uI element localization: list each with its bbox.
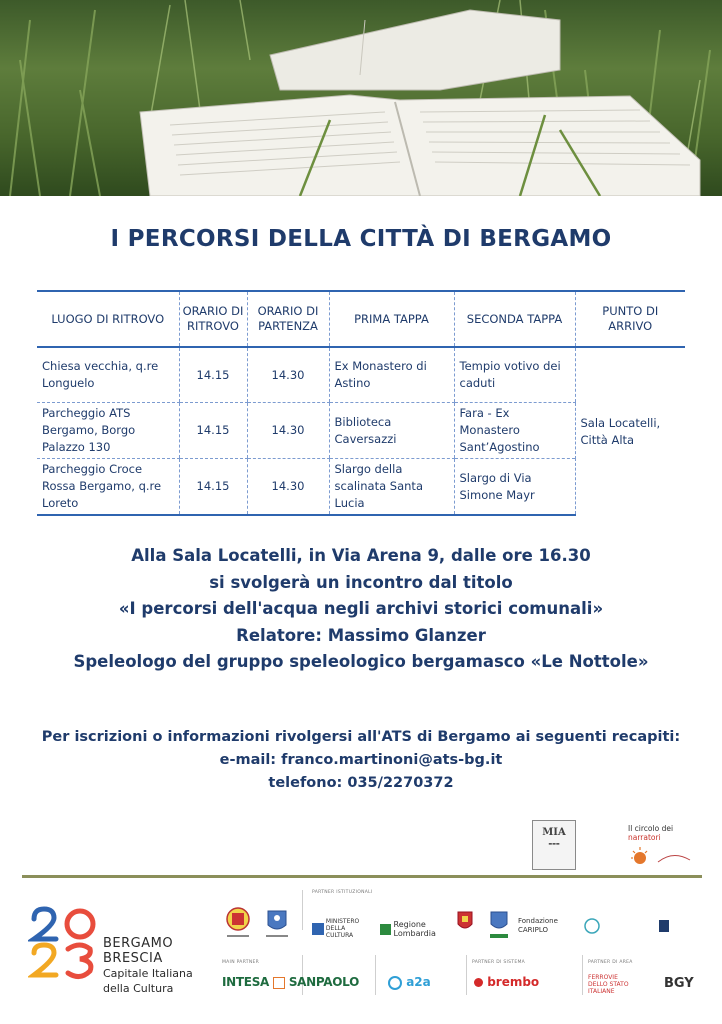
header-prima-tappa: PRIMA TAPPA bbox=[329, 291, 454, 347]
routes-table bbox=[37, 290, 685, 516]
cell-seconda-tappa: Tempio votivo dei caduti bbox=[454, 347, 575, 403]
contact-phone[interactable]: telefono: 035/2270372 bbox=[268, 775, 454, 791]
comune-brescia-crest-icon bbox=[264, 905, 290, 941]
main-partner-label: MAIN PARTNER bbox=[222, 960, 260, 965]
partner-divider bbox=[582, 955, 583, 995]
header-seconda-tappa: SECONDA TAPPA bbox=[454, 291, 575, 347]
cell-luogo: Parcheggio ATS Bergamo, Borgo Palazzo 130 bbox=[37, 403, 179, 459]
partner-istituzionali-label: PARTNER ISTITUZIONALI bbox=[312, 890, 373, 895]
hero-photo-books-on-grass bbox=[0, 0, 722, 196]
info-line: Speleologo del gruppo speleologico bergamasco «Le Nottole» bbox=[73, 652, 649, 671]
books-illustration bbox=[0, 0, 722, 196]
cell-ritrovo: 14.15 bbox=[179, 347, 247, 403]
bergamo-brescia-2023-logo bbox=[28, 905, 98, 981]
page-title: I PERCORSI DELLA CITTÀ DI BERGAMO bbox=[110, 226, 612, 252]
a2a-logo: a2a bbox=[388, 975, 431, 990]
circolo-sun-icon bbox=[628, 842, 698, 872]
partner-divider bbox=[466, 955, 467, 995]
bgy-logo: BGY bbox=[664, 976, 694, 991]
cell-seconda-tappa: Slargo di Via Simone Mayr bbox=[454, 459, 575, 516]
ministero-cultura-logo: MINISTERO DELLA CULTURA bbox=[312, 918, 370, 939]
regione-lombardia-logo: Regione Lombardia bbox=[380, 920, 442, 938]
cell-luogo: Chiesa vecchia, q.re Longuelo bbox=[37, 347, 179, 403]
provincia-brescia-crest-icon bbox=[488, 908, 510, 940]
partner-area-label: PARTNER DI AREA bbox=[588, 960, 633, 965]
cell-prima-tappa: Slargo della scalinata Santa Lucia bbox=[329, 459, 454, 516]
partner-divider bbox=[302, 890, 303, 930]
mia-logo: MIA ▬▬▬ bbox=[532, 820, 576, 870]
info-line: Relatore: Massimo Glanzer bbox=[236, 625, 486, 645]
contacts-block bbox=[0, 726, 722, 795]
cell-ritrovo: 14.15 bbox=[179, 403, 247, 459]
comune-bergamo-crest-icon bbox=[223, 905, 253, 941]
contacts-intro: Per iscrizioni o informazioni rivolgersi all'ATS di Bergamo ai seguenti recapiti: bbox=[41, 729, 681, 745]
info-line: «I percorsi dell'acqua negli archivi storici comunali» bbox=[118, 599, 604, 618]
info-line: Alla Sala Locatelli, in Via Arena 9, dalle ore 16.30 bbox=[131, 546, 591, 565]
table-row bbox=[37, 347, 685, 403]
ministero-emblem-icon bbox=[312, 923, 324, 935]
intesa-sanpaolo-logo: INTESA SANPAOLO bbox=[222, 975, 359, 989]
regione-rose-icon bbox=[380, 924, 391, 935]
footer-divider bbox=[22, 875, 702, 878]
event-info bbox=[0, 543, 722, 676]
cell-partenza: 14.30 bbox=[247, 347, 329, 403]
header-orario-partenza: ORARIO DI PARTENZA bbox=[247, 291, 329, 347]
fondazione-comunita-bergamasca-icon bbox=[582, 918, 604, 934]
table-header-row bbox=[37, 291, 685, 347]
contact-email[interactable]: e-mail: franco.martinoni@ats-bg.it bbox=[219, 752, 503, 768]
header-orario-ritrovo: ORARIO DI RITROVO bbox=[179, 291, 247, 347]
cell-partenza: 14.30 bbox=[247, 403, 329, 459]
brembo-logo: brembo bbox=[474, 975, 539, 989]
cell-prima-tappa: Biblioteca Caversazzi bbox=[329, 403, 454, 459]
cell-luogo: Parcheggio Croce Rossa Bergamo, q.re Loreto bbox=[37, 459, 179, 516]
ferrovie-logo: FERROVIE DELLO STATO ITALIANE bbox=[588, 974, 629, 995]
fondazione-cariplo-logo: Fondazione CARIPLO bbox=[518, 917, 558, 934]
provincia-bergamo-crest-icon bbox=[455, 908, 475, 938]
partner-divider bbox=[375, 955, 376, 995]
bergamo-brescia-wordmark: BERGAMO BRESCIA Capitale Italiana della Cultura bbox=[103, 936, 193, 995]
header-punto-arrivo: PUNTO DI ARRIVO bbox=[575, 291, 685, 347]
info-line: si svolgerà un incontro dal titolo bbox=[209, 572, 513, 592]
brembo-mark-icon bbox=[474, 978, 483, 987]
fondazione-comunita-bresciana-icon bbox=[657, 918, 671, 934]
cell-ritrovo: 14.15 bbox=[179, 459, 247, 516]
cell-partenza: 14.30 bbox=[247, 459, 329, 516]
cell-seconda-tappa: Fara - Ex Monastero Sant’Agostino bbox=[454, 403, 575, 459]
cell-punto-arrivo: Sala Locatelli, Città Alta bbox=[575, 347, 685, 515]
cell-prima-tappa: Ex Monastero di Astino bbox=[329, 347, 454, 403]
partner-sistema-label: PARTNER DI SISTEMA bbox=[472, 960, 526, 965]
intesa-emblem-icon bbox=[273, 977, 285, 989]
circolo-narratori-logo: Il circolo dei narratori bbox=[628, 824, 698, 866]
a2a-circle-icon bbox=[388, 976, 402, 990]
header-luogo: LUOGO DI RITROVO bbox=[37, 291, 179, 347]
